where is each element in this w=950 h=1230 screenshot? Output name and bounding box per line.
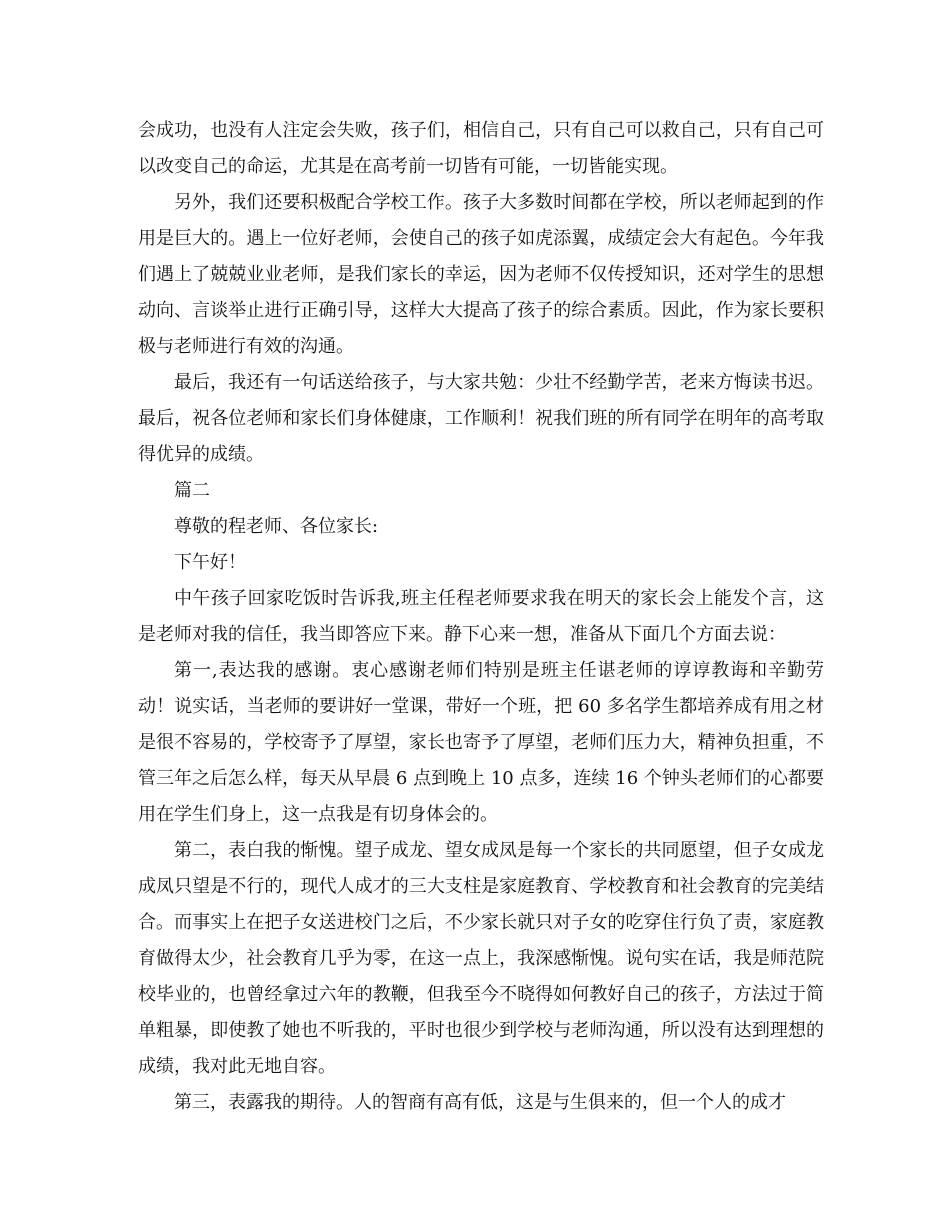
paragraph-intro: 中午孩子回家吃饭时告诉我,班主任程老师要求我在明天的家长会上能发个言，这是老师对我的信任，我当即答应下来。静下心来一想，准备从下面几个方面去说： [138, 588, 824, 645]
greeting: 下午好！ [174, 552, 246, 573]
document-body [138, 113, 824, 1121]
paragraph-second-shame: 第二，表白我的惭愧。望子成龙、望女成凤是每一个家长的共同愿望，但子女成龙成凤只望是不行的，现代人成才的三大支柱是家庭教育、学校教育和社会教育的完美结合。而事实上在把子女送进校门之后，不少家长就只对子女的吃穿住行负了责，家庭教育做得太少，社会教育几乎为零，在这一点上，我深感惭愧。说句实在话，我是师范院校毕业的，也曾经拿过六年的教鞭，但我至今不晓得如何教好自己的孩子，方法过于简单粗暴，即使教了她也不听我的，平时也很少到学校与老师沟通，所以没有达到理想的成绩，我对此无地自容。 [138, 840, 824, 1077]
salutation: 尊敬的程老师、各位家长: [174, 516, 379, 537]
paragraph-closing-wishes: 最后，我还有一句话送给孩子，与大家共勉：少壮不经勤学苦，老来方悔读书迟。最后，祝各位老师和家长们身体健康，工作顺利！祝我们班的所有同学在明年的高考取得优异的成绩。 [138, 372, 824, 465]
paragraph-cooperate-school: 另外，我们还要积极配合学校工作。孩子大多数时间都在学校，所以老师起到的作用是巨大的。遇上一位好老师，会使自己的孩子如虎添翼，成绩定会大有起色。今年我们遇上了兢兢业业老师，是我们家长的幸运，因为老师不仅传授知识，还对学生的思想动向、言谈举止进行正确引导，这样大大提高了孩子的综合素质。因此，作为家长要积极与老师进行有效的沟通。 [138, 192, 824, 357]
paragraph-first-thanks: 第一,表达我的感谢。衷心感谢老师们特别是班主任谌老师的谆谆教诲和辛勤劳动！说实话，当老师的要讲好一堂课，带好一个班，把 60 多名学生都培养成有用之材是很不容易的，学校寄予了厚望，家长也寄予了厚望，老师们压力大，精神负担重，不管三年之后怎么样，每天从早晨 6 点到晚上 10 点多，连续 16 个钟头老师们的心都要用在学生们身上，这一点我是有切身体会的。 [138, 660, 824, 825]
paragraph-continuation: 会成功，也没有人注定会失败，孩子们，相信自己，只有自己可以救自己，只有自己可以改变自己的命运，尤其是在高考前一切皆有可能，一切皆能实现。 [138, 120, 824, 177]
paragraph-third-expectation: 第三，表露我的期待。人的智商有高有低，这是与生俱来的，但一个人的成才 [174, 1092, 786, 1113]
section-heading: 篇二 [174, 480, 210, 501]
